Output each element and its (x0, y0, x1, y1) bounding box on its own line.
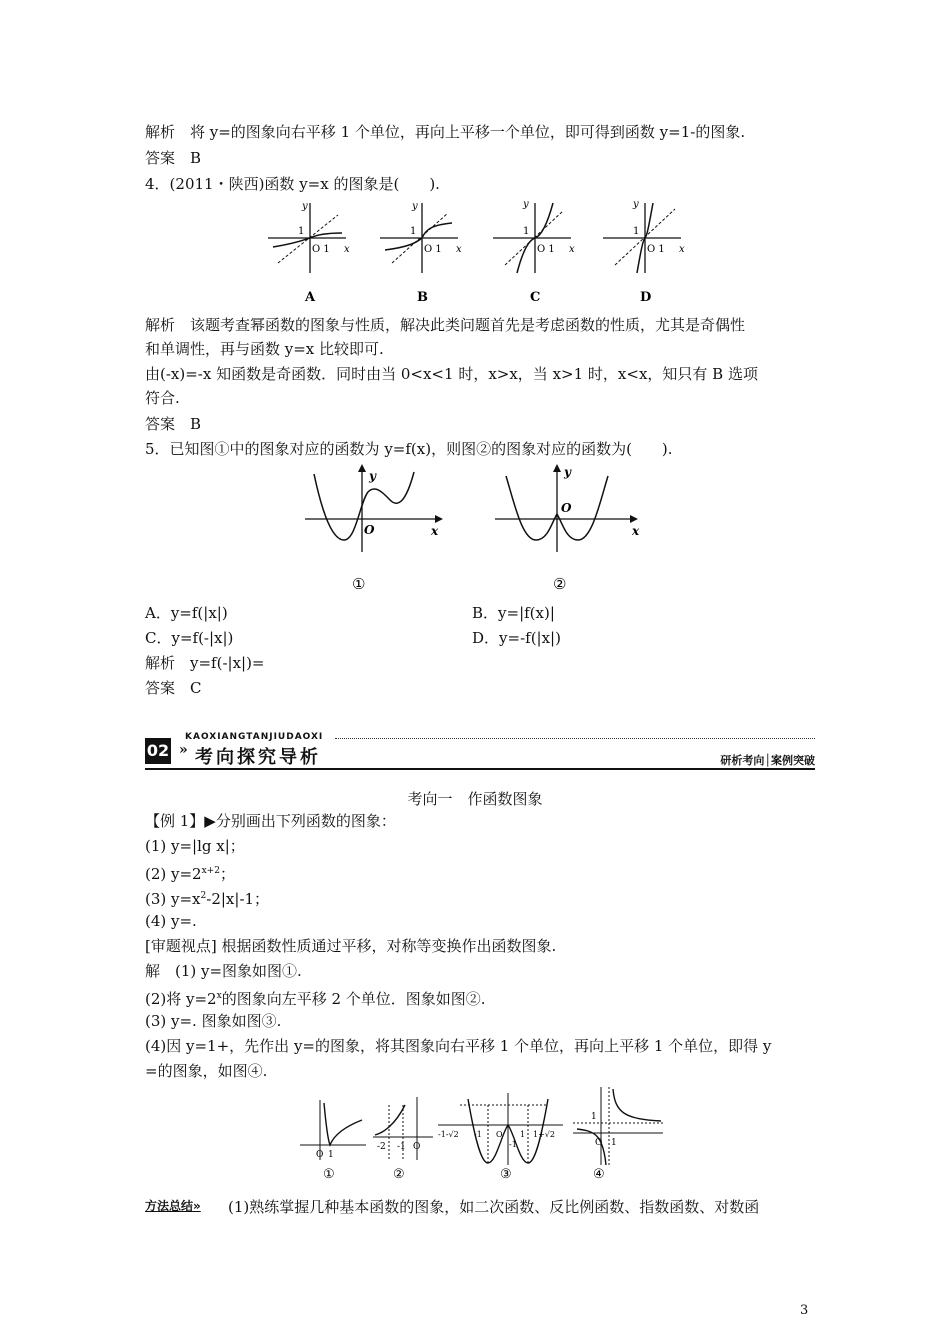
example-graph-2 (373, 1097, 433, 1182)
label-2: ② (553, 575, 567, 593)
option-d: D．y=-f(|x|) (472, 629, 561, 647)
example-graph-1 (300, 1100, 366, 1182)
solution-3: (3) y=. 图象如图③. (145, 1012, 282, 1030)
origin: O (364, 523, 375, 537)
question-4-figure (258, 195, 698, 310)
graph-d (603, 199, 685, 305)
svg-text:-1: -1 (397, 1142, 406, 1152)
option-b: B．y=|f(x)| (472, 604, 555, 622)
solution-1: 解 (1) y=图象如图①. (145, 962, 302, 980)
svg-text:-2: -2 (377, 1142, 386, 1152)
axis-y: y (633, 199, 639, 210)
solution-4: (4)因 y=1+，先作出 y=的图象，将其图象向右平移 1 个单位，再向上平移 1 个单位，即得 y (145, 1037, 772, 1055)
section-number: 02 (145, 738, 171, 764)
analysis-line-5: 符合. (145, 389, 180, 407)
example-1-item-2: (2) $y=2^{x+2}$； (145, 865, 235, 883)
axis-x: x (679, 244, 685, 255)
example-label-1: ① (323, 1167, 335, 1182)
label-d: D (640, 290, 652, 305)
graph-a (268, 201, 350, 305)
analysis-line-4: 由(-x)=-x 知函数是奇函数．同时由当 0<x<1 时，x>x，当 x>1 时，x<x，知只有 B 选项 (145, 365, 758, 383)
page-number: 3 (800, 1303, 809, 1318)
tick-1: 1 (523, 226, 530, 237)
solution-4-cont: =的图象，如图④. (145, 1062, 268, 1080)
solution-2: (2)将 $y=2^x$的图象向左平移 2 个单位．图象如图②. (145, 990, 486, 1008)
method-summary-text: (1)熟练掌握几种基本函数的图象，如二次函数、反比例函数、指数函数、对数函 (228, 1198, 760, 1216)
answer-line-2: 答案 B (145, 415, 202, 433)
axis-x: x (431, 524, 439, 538)
example-1-item-3: (3) $y=x^2-2|x|-1$； (145, 890, 270, 908)
svg-text:1: 1 (591, 1112, 597, 1122)
svg-text:1: 1 (520, 1130, 526, 1139)
svg-text:1: 1 (611, 1138, 617, 1148)
subsection-heading: 考向一 作函数图象 (407, 790, 543, 808)
example-1-item-4: (4) y=. (145, 912, 197, 930)
example-figures (298, 1085, 668, 1185)
graph-c (493, 199, 575, 305)
example-graph-4 (573, 1087, 663, 1182)
svg-text:1+√2: 1+√2 (533, 1130, 555, 1139)
tick-o1: O 1 (537, 244, 555, 255)
label-b: B (417, 290, 428, 305)
axis-x: x (456, 244, 462, 255)
axis-x: x (632, 524, 640, 538)
label-a: A (305, 290, 316, 305)
axis-x: x (344, 244, 350, 255)
section-header (145, 730, 815, 772)
svg-text:-1-√2: -1-√2 (438, 1130, 459, 1139)
axis-x: x (569, 244, 575, 255)
method-summary-label: 方法总结» (145, 1199, 201, 1213)
tick-1: 1 (298, 226, 305, 237)
axis-y: y (564, 465, 571, 479)
axis-y: y (412, 201, 418, 212)
analysis-line-1: 解析 将 y=的图象向右平移 1 个单位，再向上平移一个单位，即可得到函数 y=1-的图象. (145, 123, 746, 141)
section-arrow: » (179, 742, 188, 758)
graph-2 (495, 464, 640, 593)
tick-o1: O 1 (424, 244, 442, 255)
svg-text:-1: -1 (509, 1140, 517, 1149)
tick-o1: O 1 (647, 244, 665, 255)
label-1: ① (352, 575, 366, 593)
answer-line-3: 答案 C (145, 679, 202, 697)
analysis-line-2: 解析 该题考查幂函数的图象与性质，解决此类问题首先是考虑函数的性质，尤其是奇偶性 (145, 316, 746, 334)
svg-text:-1: -1 (474, 1130, 482, 1139)
svg-text:O: O (316, 1150, 324, 1160)
section-dots (335, 738, 815, 739)
tick-1: 1 (633, 226, 640, 237)
axis-y: y (302, 201, 308, 212)
answer-line-1: 答案 B (145, 149, 202, 167)
section-pinyin: KAOXIANGTANJIUDAOXI (185, 732, 324, 742)
svg-text:1: 1 (328, 1150, 334, 1160)
question-5-figure (300, 462, 650, 597)
option-c: C．y=f(-|x|) (145, 629, 234, 647)
tick-o1: O 1 (312, 244, 330, 255)
svg-text:O: O (496, 1130, 503, 1139)
analysis-line-3: 和单调性，再与函数 y=x 比较即可. (145, 340, 384, 358)
axis-y: y (369, 469, 376, 483)
review-point: [审题视点] 根据函数性质通过平移，对称等变换作出函数图象. (145, 937, 557, 955)
example-1-item-1: (1) y=|lg x|； (145, 837, 245, 855)
graph-b (380, 201, 462, 305)
example-1-title: 【例 1】▶分别画出下列函数的图象： (145, 812, 396, 830)
label-c: C (530, 290, 541, 305)
example-label-4: ④ (593, 1167, 605, 1182)
graph-1 (305, 464, 443, 593)
question-4: 4．(2011・陕西)函数 y=x 的图象是( ). (145, 175, 440, 193)
example-graph-3 (438, 1093, 563, 1182)
svg-text:O: O (413, 1142, 421, 1152)
option-a: A．y=f(|x|) (145, 604, 228, 622)
svg-text:O: O (595, 1138, 603, 1148)
section-title: 考向探究导析 (195, 747, 321, 768)
example-label-2: ② (393, 1167, 405, 1182)
question-5: 5．已知图①中的图象对应的函数为 y=f(x)，则图②的图象对应的函数为( ). (145, 440, 673, 458)
analysis-line-6: 解析 y=f(-|x|)= (145, 654, 265, 672)
section-rule (145, 768, 815, 770)
axis-y: y (523, 199, 529, 210)
section-subtitle: 研析考向│案例突破 (720, 754, 815, 767)
tick-1: 1 (410, 226, 417, 237)
origin: O (561, 501, 572, 515)
example-label-3: ③ (500, 1167, 512, 1182)
